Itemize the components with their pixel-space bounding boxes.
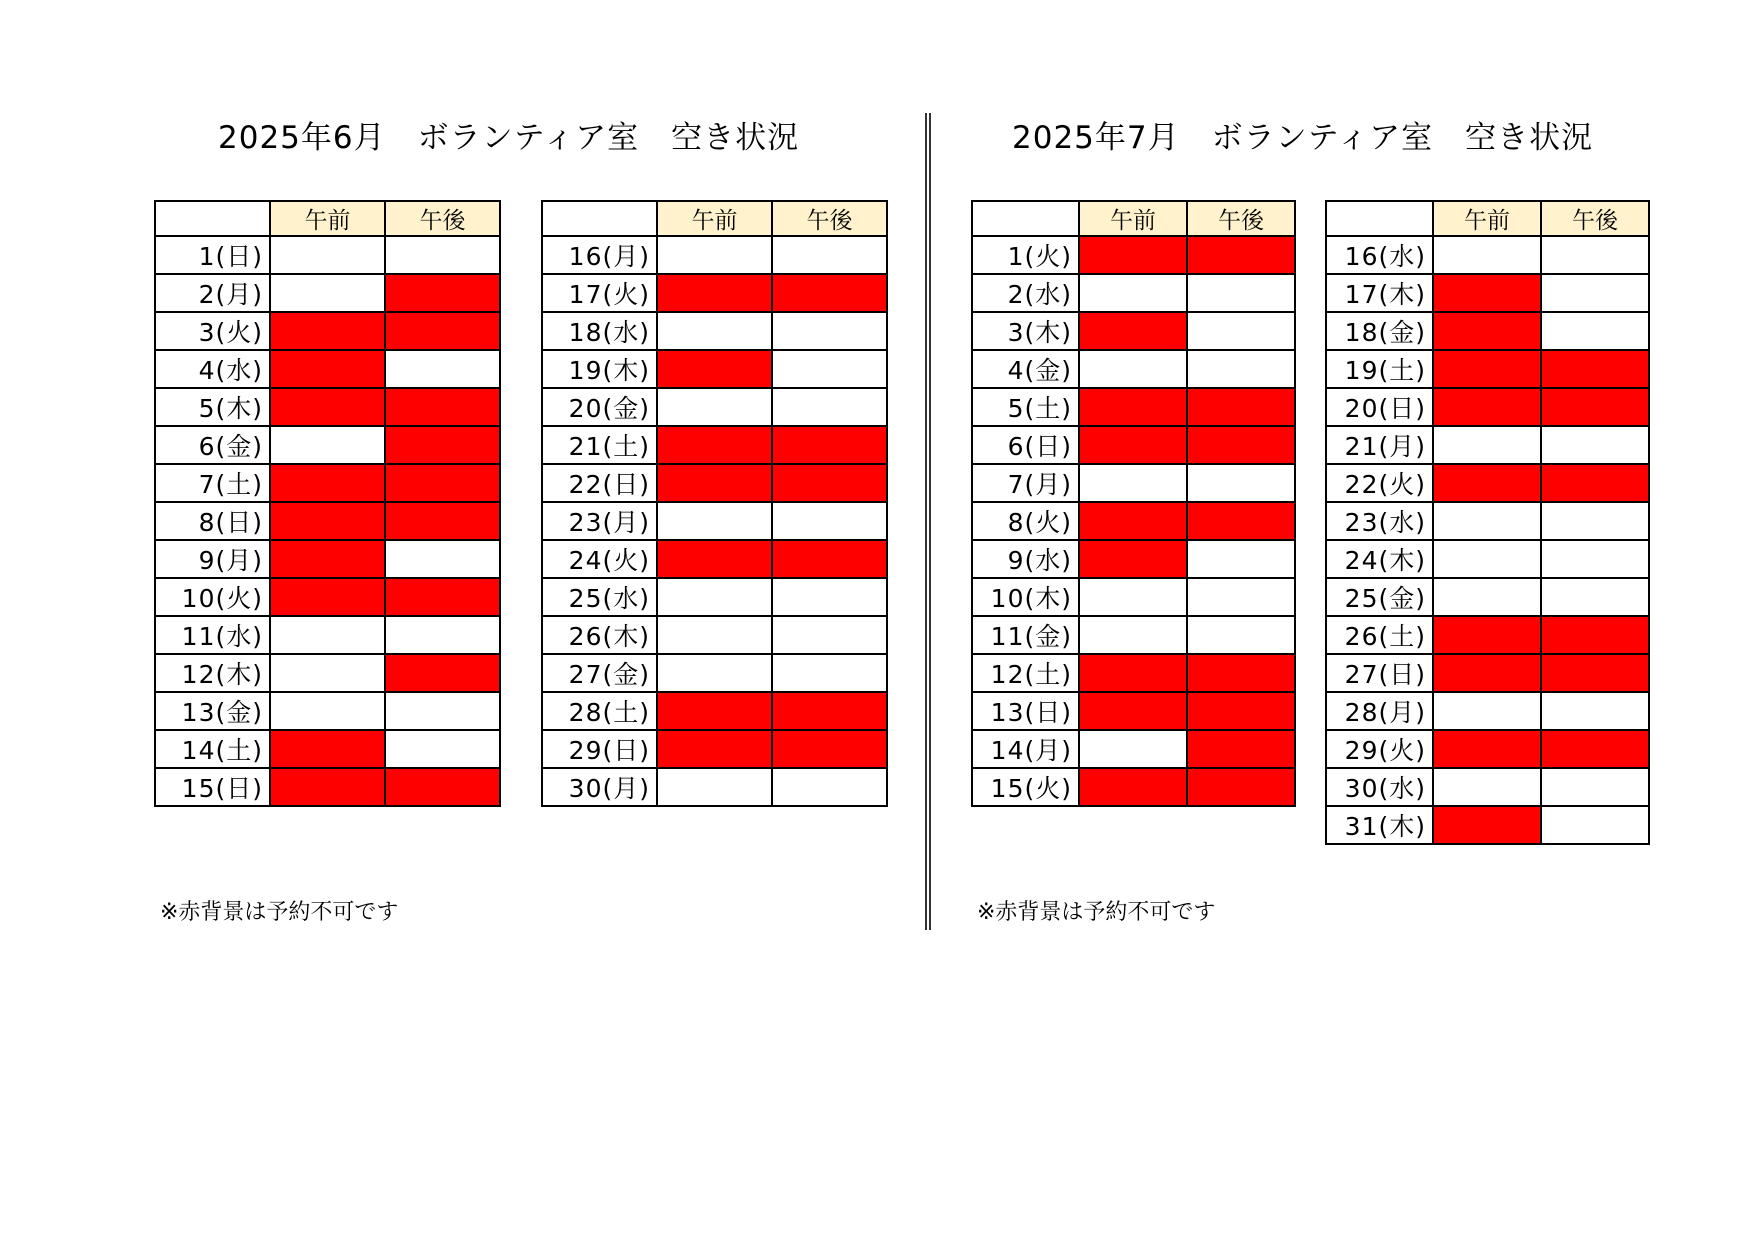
day-label: 23(月) xyxy=(542,502,657,540)
am-slot-unavailable xyxy=(270,350,385,388)
header-pm: 午後 xyxy=(1541,201,1649,236)
table-row xyxy=(972,540,1295,578)
day-label: 27(日) xyxy=(1326,654,1433,692)
am-slot-available xyxy=(270,654,385,692)
table-row xyxy=(542,768,887,806)
pm-slot-unavailable xyxy=(1187,692,1295,730)
day-label: 28(土) xyxy=(542,692,657,730)
am-slot-unavailable xyxy=(1079,692,1187,730)
table-row xyxy=(155,312,500,350)
day-label: 23(水) xyxy=(1326,502,1433,540)
day-label: 7(土) xyxy=(155,464,270,502)
header-am: 午前 xyxy=(1433,201,1541,236)
day-label: 6(金) xyxy=(155,426,270,464)
am-slot-unavailable xyxy=(1433,388,1541,426)
day-label: 18(水) xyxy=(542,312,657,350)
pm-slot-available xyxy=(772,312,887,350)
pm-slot-unavailable xyxy=(1541,350,1649,388)
day-label: 3(火) xyxy=(155,312,270,350)
day-label: 1(日) xyxy=(155,236,270,274)
header-corner xyxy=(972,201,1079,236)
table-row xyxy=(1326,616,1649,654)
day-label: 8(火) xyxy=(972,502,1079,540)
day-label: 18(金) xyxy=(1326,312,1433,350)
table-row xyxy=(1326,806,1649,844)
am-slot-available xyxy=(1433,692,1541,730)
pm-slot-unavailable xyxy=(1187,426,1295,464)
table-row xyxy=(155,616,500,654)
day-label: 25(水) xyxy=(542,578,657,616)
am-slot-available xyxy=(1079,730,1187,768)
day-label: 7(月) xyxy=(972,464,1079,502)
pm-slot-available xyxy=(385,350,500,388)
am-slot-unavailable xyxy=(1433,312,1541,350)
pm-slot-available xyxy=(1187,274,1295,312)
day-label: 16(水) xyxy=(1326,236,1433,274)
pm-slot-available xyxy=(772,616,887,654)
pm-slot-unavailable xyxy=(1187,768,1295,806)
am-slot-unavailable xyxy=(270,730,385,768)
pm-slot-unavailable xyxy=(1187,730,1295,768)
table-row xyxy=(1326,388,1649,426)
am-slot-unavailable xyxy=(657,540,772,578)
am-slot-available xyxy=(1079,350,1187,388)
am-slot-available xyxy=(1433,540,1541,578)
day-label: 13(金) xyxy=(155,692,270,730)
pm-slot-unavailable xyxy=(385,312,500,350)
day-label: 20(日) xyxy=(1326,388,1433,426)
day-label: 11(水) xyxy=(155,616,270,654)
am-slot-unavailable xyxy=(1433,616,1541,654)
day-label: 12(土) xyxy=(972,654,1079,692)
table-row xyxy=(972,502,1295,540)
day-label: 15(日) xyxy=(155,768,270,806)
june-note: ※赤背景は予約不可です xyxy=(160,900,399,925)
table-row xyxy=(155,350,500,388)
day-label: 17(木) xyxy=(1326,274,1433,312)
am-slot-unavailable xyxy=(1433,350,1541,388)
am-slot-available xyxy=(270,274,385,312)
day-label: 29(日) xyxy=(542,730,657,768)
table-row xyxy=(1326,350,1649,388)
table-row xyxy=(972,274,1295,312)
table-row xyxy=(1326,768,1649,806)
header-am: 午前 xyxy=(657,201,772,236)
table-row xyxy=(972,616,1295,654)
table-row xyxy=(542,464,887,502)
pm-slot-available xyxy=(1187,578,1295,616)
am-slot-available xyxy=(270,236,385,274)
table-row xyxy=(972,692,1295,730)
day-label: 3(木) xyxy=(972,312,1079,350)
table-row xyxy=(542,312,887,350)
am-slot-unavailable xyxy=(1079,426,1187,464)
pm-slot-available xyxy=(772,502,887,540)
day-label: 17(火) xyxy=(542,274,657,312)
pm-slot-unavailable xyxy=(772,426,887,464)
table-row xyxy=(1326,426,1649,464)
table-row xyxy=(972,350,1295,388)
table-row xyxy=(542,426,887,464)
pm-slot-unavailable xyxy=(1541,616,1649,654)
day-label: 21(土) xyxy=(542,426,657,464)
day-label: 29(火) xyxy=(1326,730,1433,768)
am-slot-available xyxy=(1433,236,1541,274)
table-row xyxy=(155,502,500,540)
table-row xyxy=(1326,730,1649,768)
table-row xyxy=(155,768,500,806)
day-label: 13(日) xyxy=(972,692,1079,730)
table-row xyxy=(972,464,1295,502)
pm-slot-available xyxy=(772,350,887,388)
july-table-first-half xyxy=(971,200,1296,807)
pm-slot-available xyxy=(385,616,500,654)
table-row xyxy=(155,540,500,578)
pm-slot-available xyxy=(772,236,887,274)
pm-slot-unavailable xyxy=(385,578,500,616)
am-slot-unavailable xyxy=(270,312,385,350)
pm-slot-available xyxy=(385,540,500,578)
am-slot-unavailable xyxy=(657,730,772,768)
am-slot-available xyxy=(1079,464,1187,502)
am-slot-available xyxy=(1433,502,1541,540)
am-slot-unavailable xyxy=(657,426,772,464)
table-row xyxy=(1326,464,1649,502)
table-row xyxy=(155,654,500,692)
table-row xyxy=(155,464,500,502)
day-label: 10(木) xyxy=(972,578,1079,616)
table-row xyxy=(542,388,887,426)
pm-slot-unavailable xyxy=(772,692,887,730)
pm-slot-available xyxy=(772,654,887,692)
day-label: 26(木) xyxy=(542,616,657,654)
am-slot-available xyxy=(1079,616,1187,654)
june-table-first-half xyxy=(154,200,501,807)
pm-slot-unavailable xyxy=(1541,388,1649,426)
day-label: 25(金) xyxy=(1326,578,1433,616)
header-corner xyxy=(1326,201,1433,236)
day-label: 8(日) xyxy=(155,502,270,540)
table-row xyxy=(542,730,887,768)
am-slot-unavailable xyxy=(270,540,385,578)
day-label: 9(月) xyxy=(155,540,270,578)
day-label: 15(火) xyxy=(972,768,1079,806)
table-row xyxy=(155,426,500,464)
table-row xyxy=(972,578,1295,616)
table-row xyxy=(542,350,887,388)
am-slot-unavailable xyxy=(270,578,385,616)
table-row xyxy=(1326,540,1649,578)
am-slot-unavailable xyxy=(1079,502,1187,540)
am-slot-unavailable xyxy=(1079,540,1187,578)
header-am: 午前 xyxy=(1079,201,1187,236)
day-label: 5(木) xyxy=(155,388,270,426)
pm-slot-unavailable xyxy=(385,768,500,806)
day-label: 11(金) xyxy=(972,616,1079,654)
am-slot-available xyxy=(270,616,385,654)
am-slot-unavailable xyxy=(1079,312,1187,350)
table-row xyxy=(155,236,500,274)
pm-slot-unavailable xyxy=(1541,464,1649,502)
table-row xyxy=(972,312,1295,350)
pm-slot-available xyxy=(385,730,500,768)
table-row xyxy=(542,616,887,654)
table-row xyxy=(155,730,500,768)
day-label: 4(金) xyxy=(972,350,1079,388)
pm-slot-unavailable xyxy=(385,274,500,312)
am-slot-unavailable xyxy=(657,464,772,502)
table-row xyxy=(972,236,1295,274)
am-slot-unavailable xyxy=(1433,806,1541,844)
pm-slot-available xyxy=(772,578,887,616)
day-label: 5(土) xyxy=(972,388,1079,426)
day-label: 2(水) xyxy=(972,274,1079,312)
table-row xyxy=(542,236,887,274)
pm-slot-unavailable xyxy=(772,274,887,312)
pm-slot-unavailable xyxy=(385,388,500,426)
pm-slot-unavailable xyxy=(772,730,887,768)
am-slot-available xyxy=(657,654,772,692)
table-row xyxy=(972,654,1295,692)
table-row xyxy=(1326,578,1649,616)
am-slot-unavailable xyxy=(1433,654,1541,692)
table-row xyxy=(1326,654,1649,692)
table-row xyxy=(972,388,1295,426)
pm-slot-available xyxy=(1541,426,1649,464)
am-slot-unavailable xyxy=(1433,464,1541,502)
table-row xyxy=(1326,692,1649,730)
am-slot-available xyxy=(1433,578,1541,616)
july-table-second-half xyxy=(1325,200,1650,845)
day-label: 6(日) xyxy=(972,426,1079,464)
am-slot-available xyxy=(1433,768,1541,806)
pm-slot-available xyxy=(1541,806,1649,844)
am-slot-unavailable xyxy=(657,692,772,730)
day-label: 31(木) xyxy=(1326,806,1433,844)
pm-slot-unavailable xyxy=(1187,236,1295,274)
table-row xyxy=(1326,274,1649,312)
day-label: 14(月) xyxy=(972,730,1079,768)
header-am: 午前 xyxy=(270,201,385,236)
day-label: 26(土) xyxy=(1326,616,1433,654)
day-label: 19(木) xyxy=(542,350,657,388)
day-label: 9(水) xyxy=(972,540,1079,578)
table-row xyxy=(155,388,500,426)
am-slot-available xyxy=(270,426,385,464)
pm-slot-available xyxy=(385,692,500,730)
pm-slot-available xyxy=(1187,540,1295,578)
day-label: 20(金) xyxy=(542,388,657,426)
am-slot-available xyxy=(1433,426,1541,464)
pm-slot-available xyxy=(1541,692,1649,730)
month-divider xyxy=(925,113,931,930)
am-slot-unavailable xyxy=(270,502,385,540)
pm-slot-available xyxy=(1541,274,1649,312)
header-pm: 午後 xyxy=(772,201,887,236)
am-slot-available xyxy=(657,388,772,426)
table-row xyxy=(155,274,500,312)
pm-slot-unavailable xyxy=(385,464,500,502)
table-row xyxy=(542,654,887,692)
pm-slot-unavailable xyxy=(1541,730,1649,768)
table-row xyxy=(542,502,887,540)
am-slot-available xyxy=(1079,578,1187,616)
header-corner xyxy=(155,201,270,236)
table-row xyxy=(1326,312,1649,350)
pm-slot-available xyxy=(1541,502,1649,540)
table-row xyxy=(542,578,887,616)
day-label: 2(月) xyxy=(155,274,270,312)
am-slot-unavailable xyxy=(657,274,772,312)
day-label: 21(月) xyxy=(1326,426,1433,464)
table-row xyxy=(1326,502,1649,540)
am-slot-available xyxy=(657,768,772,806)
table-row xyxy=(155,692,500,730)
pm-slot-unavailable xyxy=(385,502,500,540)
am-slot-unavailable xyxy=(1079,654,1187,692)
day-label: 4(水) xyxy=(155,350,270,388)
am-slot-available xyxy=(1079,274,1187,312)
pm-slot-unavailable xyxy=(772,540,887,578)
pm-slot-available xyxy=(1541,540,1649,578)
pm-slot-available xyxy=(1187,464,1295,502)
day-label: 22(日) xyxy=(542,464,657,502)
pm-slot-available xyxy=(1541,312,1649,350)
july-note: ※赤背景は予約不可です xyxy=(977,900,1216,925)
pm-slot-available xyxy=(1187,616,1295,654)
am-slot-unavailable xyxy=(1079,236,1187,274)
day-label: 19(土) xyxy=(1326,350,1433,388)
header-pm: 午後 xyxy=(1187,201,1295,236)
pm-slot-available xyxy=(772,388,887,426)
table-row xyxy=(542,692,887,730)
am-slot-unavailable xyxy=(1079,388,1187,426)
am-slot-unavailable xyxy=(1079,768,1187,806)
june-table-second-half xyxy=(541,200,888,807)
pm-slot-available xyxy=(1541,236,1649,274)
day-label: 27(金) xyxy=(542,654,657,692)
day-label: 10(火) xyxy=(155,578,270,616)
table-row xyxy=(542,540,887,578)
am-slot-available xyxy=(657,312,772,350)
pm-slot-unavailable xyxy=(1187,654,1295,692)
day-label: 28(月) xyxy=(1326,692,1433,730)
table-row xyxy=(972,730,1295,768)
header-pm: 午後 xyxy=(385,201,500,236)
pm-slot-unavailable xyxy=(1187,388,1295,426)
pm-slot-unavailable xyxy=(1187,502,1295,540)
am-slot-available xyxy=(657,236,772,274)
pm-slot-unavailable xyxy=(385,654,500,692)
day-label: 22(火) xyxy=(1326,464,1433,502)
day-label: 24(火) xyxy=(542,540,657,578)
table-row xyxy=(155,578,500,616)
pm-slot-available xyxy=(1187,350,1295,388)
am-slot-available xyxy=(657,578,772,616)
july-title: 2025年7月 ボランティア室 空き状況 xyxy=(1012,120,1594,156)
pm-slot-available xyxy=(1187,312,1295,350)
am-slot-available xyxy=(657,502,772,540)
pm-slot-unavailable xyxy=(772,464,887,502)
pm-slot-available xyxy=(1541,768,1649,806)
day-label: 16(月) xyxy=(542,236,657,274)
am-slot-available xyxy=(270,692,385,730)
am-slot-available xyxy=(657,616,772,654)
am-slot-unavailable xyxy=(1433,730,1541,768)
june-title: 2025年6月 ボランティア室 空き状況 xyxy=(218,120,800,156)
day-label: 30(水) xyxy=(1326,768,1433,806)
day-label: 12(木) xyxy=(155,654,270,692)
day-label: 24(木) xyxy=(1326,540,1433,578)
pm-slot-available xyxy=(385,236,500,274)
day-label: 14(土) xyxy=(155,730,270,768)
table-row xyxy=(972,426,1295,464)
day-label: 30(月) xyxy=(542,768,657,806)
table-row xyxy=(1326,236,1649,274)
table-row xyxy=(972,768,1295,806)
am-slot-unavailable xyxy=(657,350,772,388)
pm-slot-unavailable xyxy=(1541,654,1649,692)
day-label: 1(火) xyxy=(972,236,1079,274)
am-slot-unavailable xyxy=(270,388,385,426)
pm-slot-unavailable xyxy=(385,426,500,464)
am-slot-unavailable xyxy=(270,768,385,806)
am-slot-unavailable xyxy=(1433,274,1541,312)
am-slot-unavailable xyxy=(270,464,385,502)
pm-slot-available xyxy=(772,768,887,806)
header-corner xyxy=(542,201,657,236)
table-row xyxy=(542,274,887,312)
pm-slot-available xyxy=(1541,578,1649,616)
